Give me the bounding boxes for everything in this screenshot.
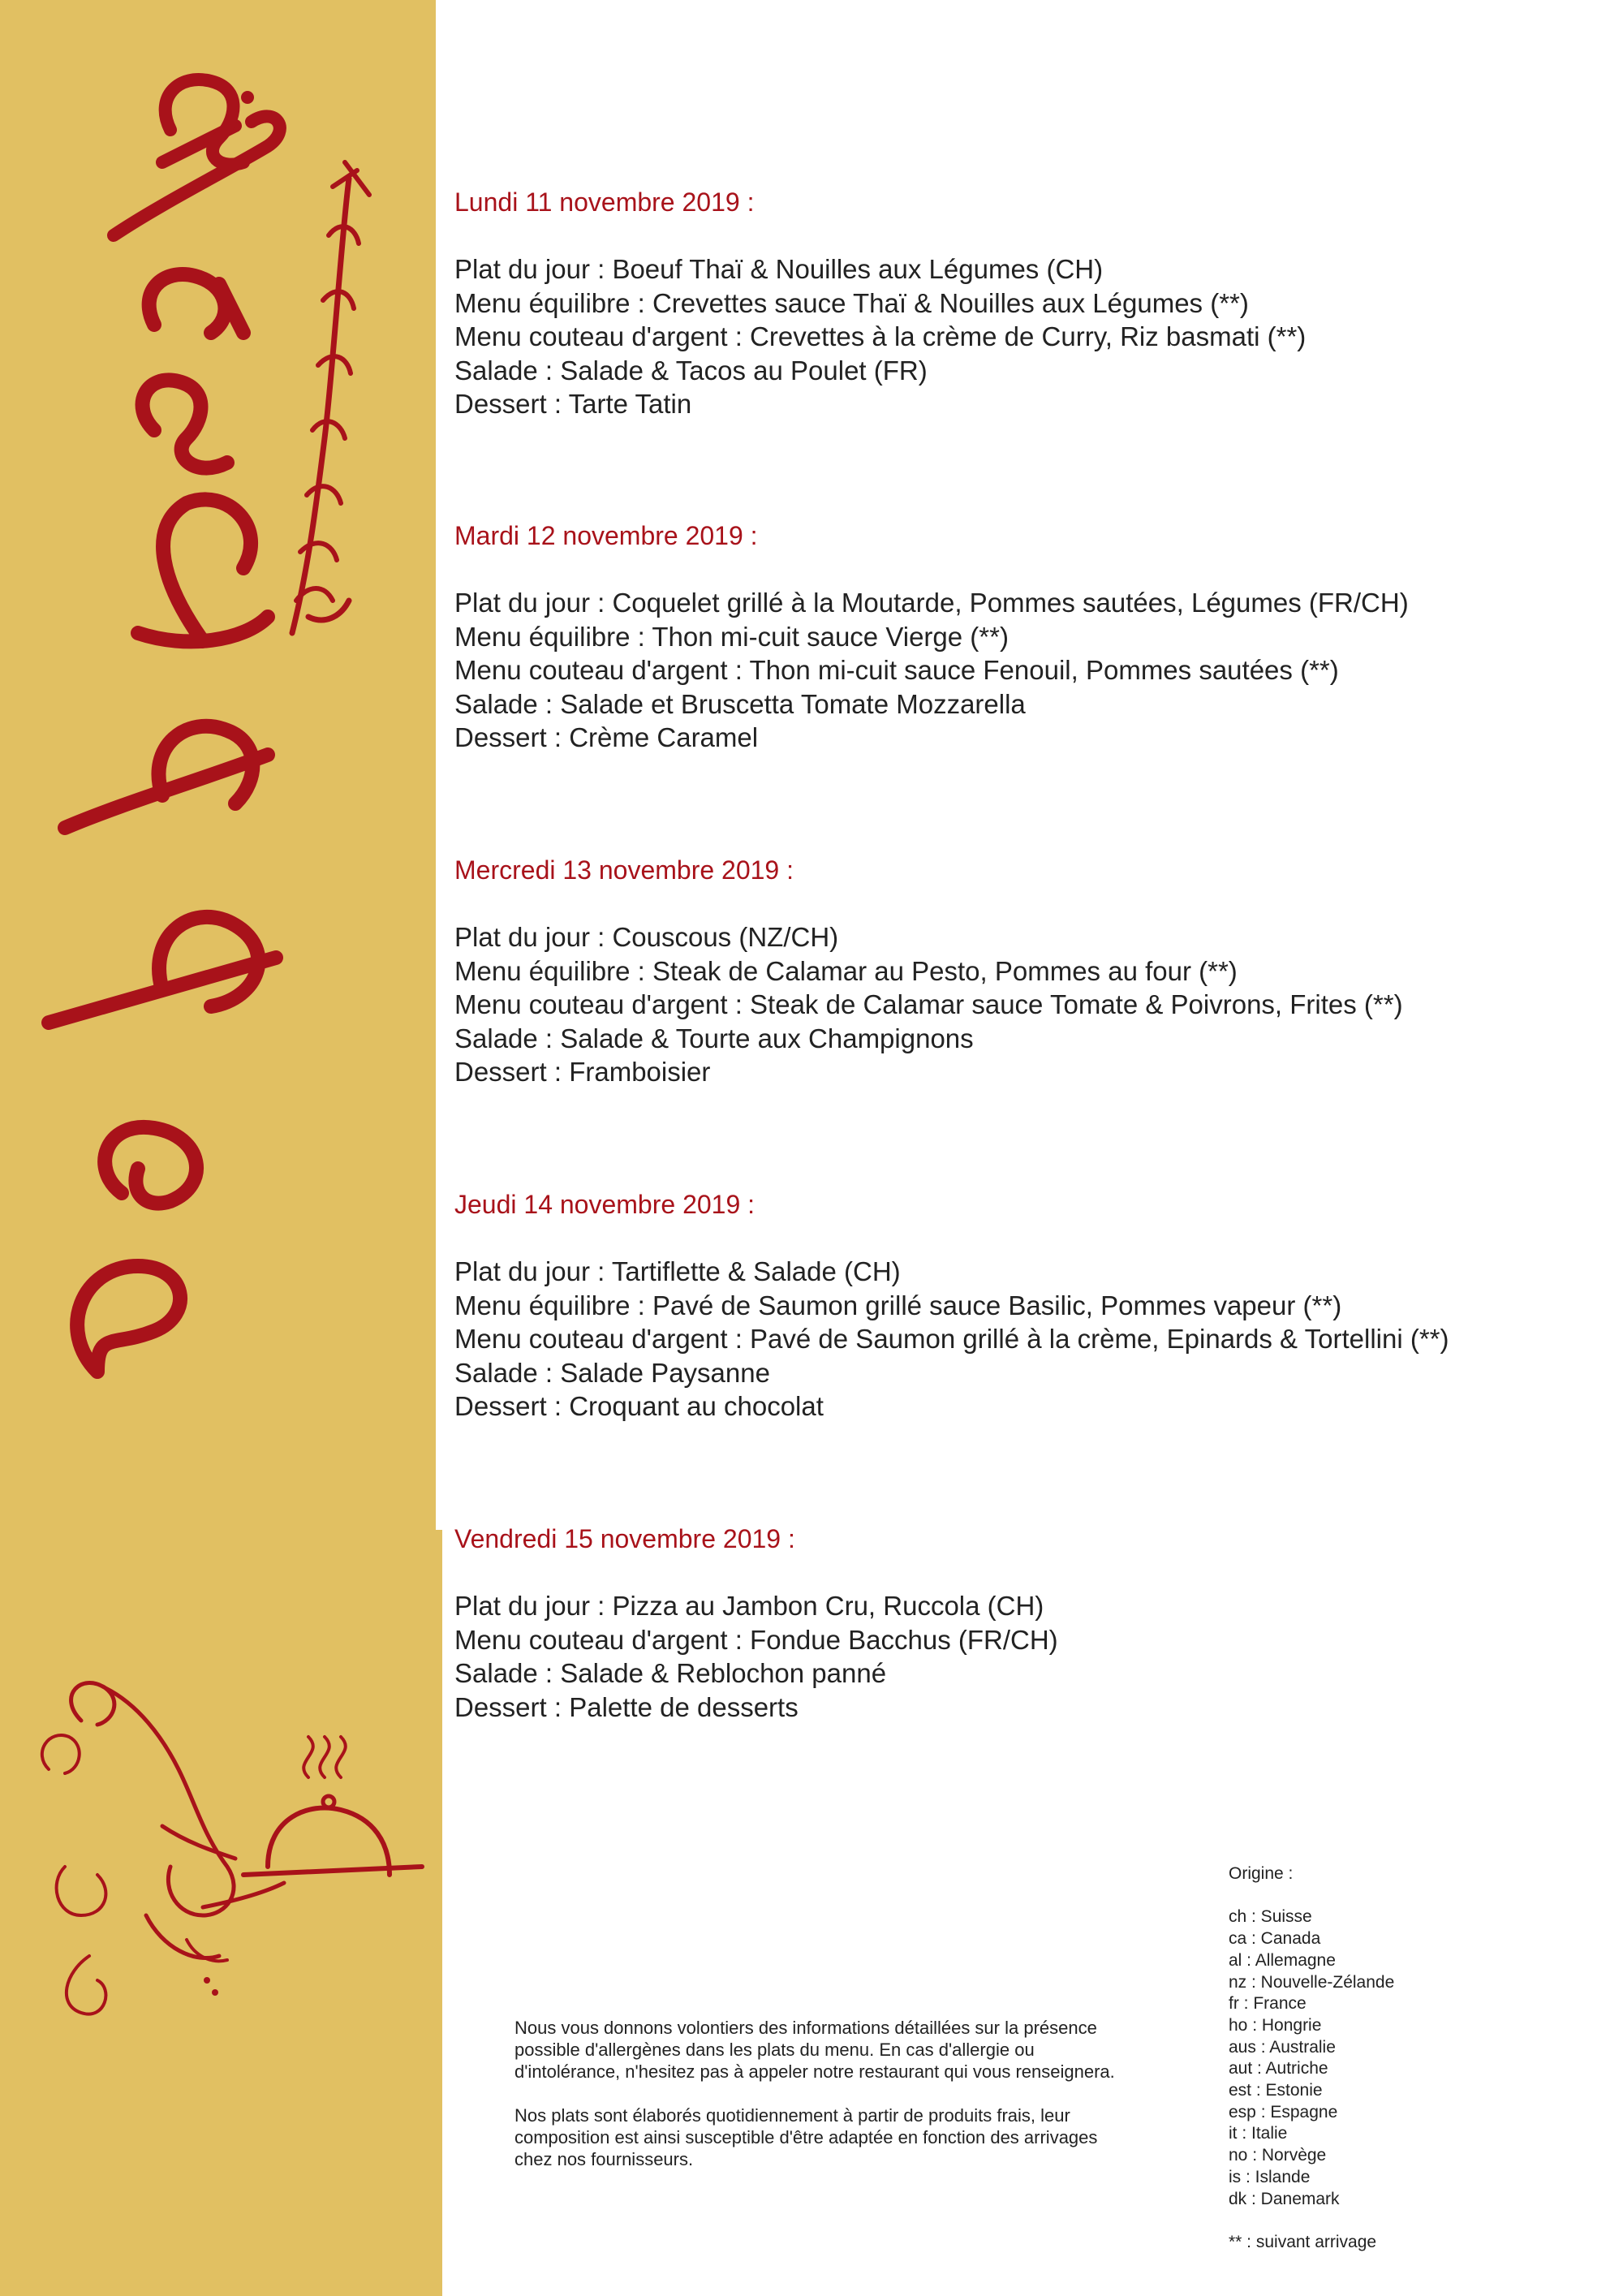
logo-letter-a <box>149 274 243 333</box>
menu-item-couteau-argent: Menu couteau d'argent : Thon mi-cuit sauce Fenouil, Pommes sautées (**) <box>454 655 1339 685</box>
menu-item-couteau-argent: Menu couteau d'argent : Fondue Bacchus (FR/CH) <box>454 1624 1058 1655</box>
origin-entry: esp : Espagne <box>1229 2102 1338 2122</box>
menu-item-couteau-argent: Menu couteau d'argent : Steak de Calamar sauce Tomate & Poivrons, Frites (**) <box>454 989 1403 1019</box>
origin-entry: al : Allemagne <box>1229 1950 1336 1970</box>
day-block-monday <box>454 186 1306 421</box>
logo-letter-y <box>138 499 268 641</box>
day-heading: Mercredi 13 novembre 2019 : <box>454 855 794 885</box>
menu-item-plat-du-jour: Plat du jour : Boeuf Thaï & Nouilles aux Légumes (CH) <box>454 254 1104 284</box>
day-heading: Jeudi 14 novembre 2019 : <box>454 1190 756 1219</box>
origin-entry: dk : Danemark <box>1229 2189 1340 2208</box>
origin-legend <box>1229 1863 1569 2254</box>
sidebar-lower-extension <box>436 1530 442 2296</box>
menu-item-couteau-argent: Menu couteau d'argent : Crevettes à la crème de Curry, Riz basmati (**) <box>454 321 1307 351</box>
menu-list <box>454 586 1409 755</box>
day-heading: Mardi 12 novembre 2019 : <box>454 521 758 550</box>
menu-item-plat-du-jour: Plat du jour : Tartiflette & Salade (CH) <box>454 1256 901 1286</box>
allergen-notice <box>514 2017 1131 2192</box>
origin-legend-title: Origine : <box>1229 1864 1294 1883</box>
logo-letter-l2 <box>114 116 280 235</box>
menu-item-dessert: Dessert : Palette de desserts <box>454 1691 799 1722</box>
logo-letter-s <box>143 380 227 467</box>
logo-letter-e <box>105 1127 196 1204</box>
menu-item-salade: Salade : Salade & Tourte aux Champignons <box>454 1023 974 1053</box>
origin-entry: est : Estonie <box>1229 2081 1323 2100</box>
menu-item-equilibre: Menu équilibre : Crevettes sauce Thaï & Nouilles aux Légumes (**) <box>454 287 1249 318</box>
menu-item-dessert: Dessert : Croquant au chocolat <box>454 1391 824 1421</box>
day-block-thursday <box>454 1188 1449 1424</box>
menu-item-equilibre: Menu équilibre : Pavé de Saumon grillé sauce Basilic, Pommes vapeur (**) <box>454 1290 1342 1320</box>
menu-item-plat-du-jour: Plat du jour : Couscous (NZ/CH) <box>454 922 839 952</box>
menu-item-dessert: Dessert : Framboisier <box>454 1057 711 1087</box>
logo-letter-p <box>49 917 276 1023</box>
origin-entry: is : Islande <box>1229 2167 1311 2186</box>
origin-entry: ca : Canada <box>1229 1929 1321 1949</box>
day-block-wednesday <box>454 854 1403 1089</box>
menu-item-equilibre: Menu équilibre : Steak de Calamar au Pesto, Pommes au four (**) <box>454 955 1238 986</box>
menu-item-salade: Salade : Salade & Reblochon panné <box>454 1658 887 1688</box>
origin-footnote: ** : suivant arrivage <box>1229 2232 1377 2251</box>
menu-item-equilibre: Menu équilibre : Thon mi-cuit sauce Vierge (**) <box>454 621 1009 652</box>
menu-list <box>454 252 1306 421</box>
origin-entry: ho : Hongrie <box>1229 2015 1322 2035</box>
origin-entry: no : Norvège <box>1229 2146 1327 2165</box>
menu-item-salade: Salade : Salade & Tacos au Poulet (FR) <box>454 355 928 386</box>
allergen-paragraph: Nous vous donnons volontiers des informations détaillées sur la présence possible d'allergènes dans les plats du menu. En cas d'allergie ou d'intolérance, n'hesitez pas à appeler notre restaurant qui vous renseignera. <box>514 2018 1115 2082</box>
menu-item-couteau-argent: Menu couteau d'argent : Pavé de Saumon grillé à la crème, Epinards & Tortellini (**) <box>454 1324 1449 1354</box>
logo-chef-drawing <box>71 1683 234 1915</box>
menu-item-salade: Salade : Salade et Bruscetta Tomate Mozzarella <box>454 688 1026 719</box>
menu-list <box>454 1255 1449 1424</box>
logo-letter-l <box>77 1266 180 1372</box>
origin-entry: aus : Australie <box>1229 2037 1336 2057</box>
logo-tagline-stroke <box>292 179 349 633</box>
origin-entry: fr : France <box>1229 1994 1307 2014</box>
origin-entry: nz : Nouvelle-Zélande <box>1229 1972 1395 1992</box>
menu-item-plat-du-jour: Plat du jour : Coquelet grillé à la Moutarde, Pommes sautées, Légumes (FR/CH) <box>454 588 1409 618</box>
menu-item-plat-du-jour: Plat du jour : Pizza au Jambon Cru, Ruccola (CH) <box>454 1591 1044 1621</box>
day-block-friday <box>454 1523 1058 1724</box>
menu-item-salade: Salade : Salade Paysanne <box>454 1357 770 1388</box>
menu-item-dessert: Dessert : Tarte Tatin <box>454 389 692 419</box>
fresh-products-paragraph: Nos plats sont élaborés quotidiennement à partir de produits frais, leur composition est ainsi susceptible d'être adaptée en fonction des arrivages chez nos fournisseurs. <box>514 2105 1098 2169</box>
origin-entry: it : Italie <box>1229 2124 1288 2143</box>
legend-spacer <box>1229 2210 1569 2232</box>
menu-list <box>454 920 1403 1089</box>
cloche-icon <box>243 1808 422 1875</box>
origin-entry: aut : Autriche <box>1229 2059 1328 2078</box>
menu-item-dessert: Dessert : Crème Caramel <box>454 722 759 752</box>
day-heading: Lundi 11 novembre 2019 : <box>454 187 755 217</box>
day-heading: Vendredi 15 novembre 2019 : <box>454 1524 795 1553</box>
restaurant-logo <box>0 0 436 2296</box>
day-block-tuesday <box>454 519 1409 755</box>
logo-letter-h <box>65 726 268 828</box>
menu-list <box>454 1589 1058 1724</box>
origin-entry: ch : Suisse <box>1229 1907 1312 1927</box>
